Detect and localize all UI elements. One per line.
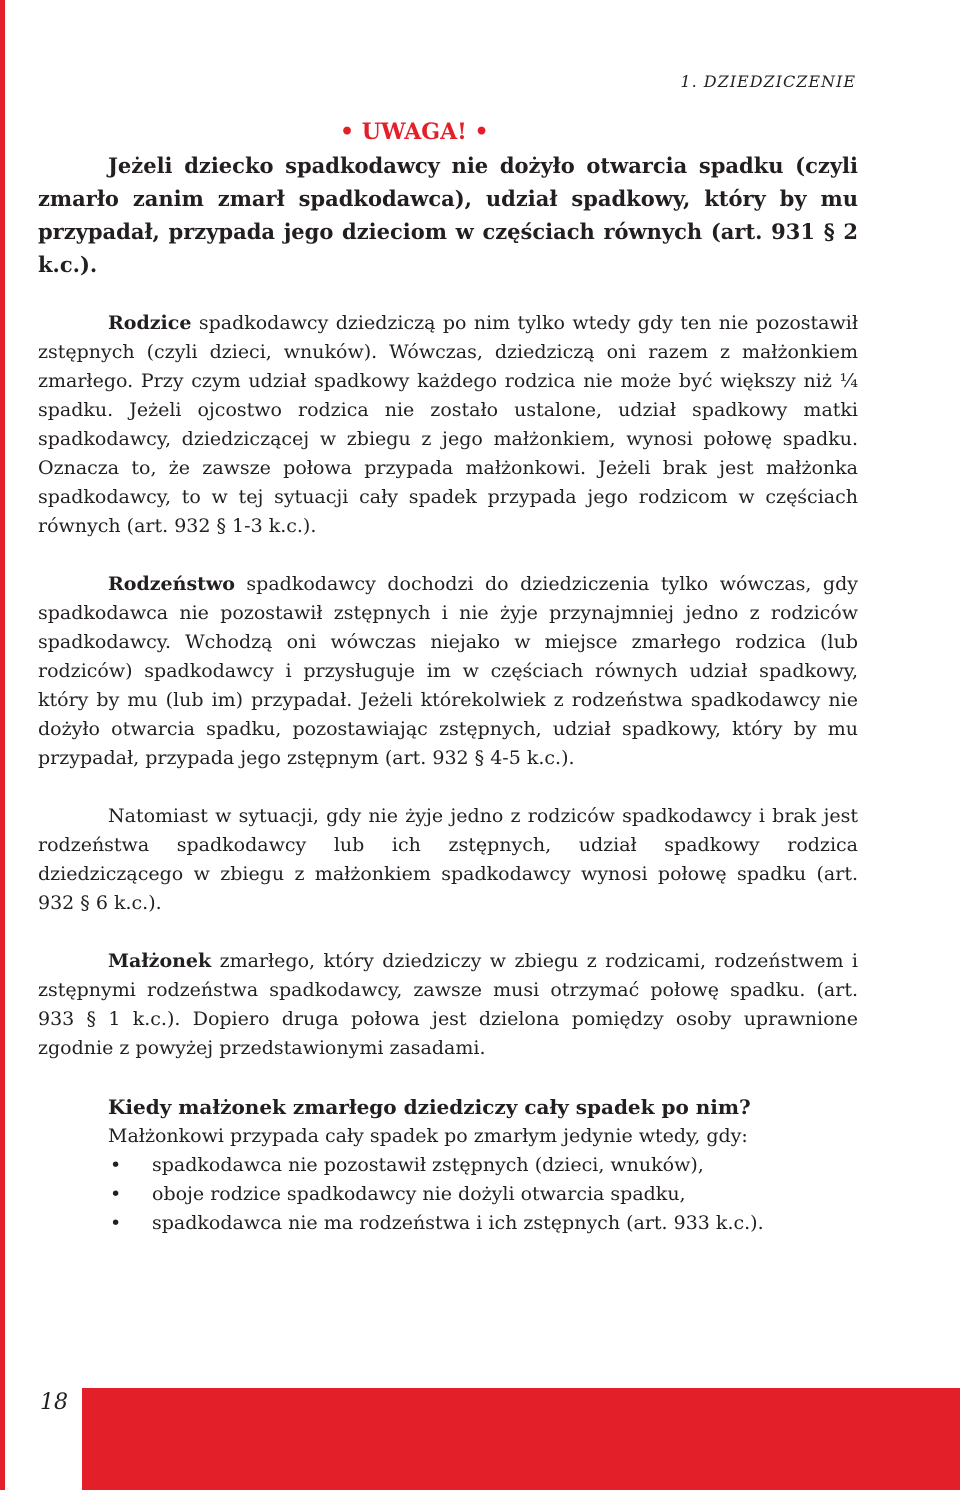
paragraph-parents (38, 309, 858, 541)
warning-bullet-left: • (340, 119, 355, 145)
paragraph-siblings (38, 570, 858, 773)
paragraph-lead: Małżonek (108, 950, 212, 972)
paragraph-text: spadkodawcy dochodzi do dziedziczenia tylko wówczas, gdy spadkodawca nie pozostawił zstępnych i nie żyje przynajmniej jedno z rodziców spadkodawcy. Wchodzą oni wówczas niejako w miejsce zmarłego rodzica (lub rodziców) spadkodawcy i przysługuje im w częściach równych udział spadkowy, który by mu (lub im) przypadał. Jeżeli którekolwiek z rodzeństwa spadkodawcy nie dożyło otwarcia spadku, pozostawiając zstępnych, udział spadkowy, który by mu przypadał, przypada jego zstępnym (art. 932 § 4-5 k.c.). (38, 573, 858, 769)
list-bullet: • (110, 1212, 122, 1234)
list-item: • spadkodawca nie pozostawił zstępnych (dzieci, wnuków), (38, 1151, 858, 1180)
paragraph-text: spadkodawcy dziedziczą po nim tylko wtedy gdy ten nie pozostawił zstępnych (czyli dzieci, wnuków). Wówczas, dziedziczą oni razem z małżonkiem zmarłego. Przy czym udział spadkowy każdego rodzica nie może być większy niż ¼ spadku. Jeżeli ojcostwo rodzica nie zostało ustalone, udział spadkowy matki spadkodawcy, dziedziczącej w zbiegu z jego małżonkiem, wynosi połowę spadku. Oznacza to, że zawsze połowa przypada małżonkowi. Jeżeli brak jest małżonka spadkodawcy, to w tej sytuacji cały spadek przypada jego rodzicom w częściach równych (art. 932 § 1-3 k.c.). (38, 312, 858, 537)
question-intro: Małżonkowi przypada cały spadek po zmarłym jedynie wtedy, gdy: (108, 1125, 748, 1147)
list-item: • oboje rodzice spadkodawcy nie dożyli otwarcia spadku, (38, 1180, 858, 1209)
paragraph-one-parent (38, 802, 858, 918)
page-number: 18 (40, 1390, 68, 1415)
paragraph-lead: Rodzice (108, 312, 192, 334)
warning-heading (38, 116, 858, 149)
running-head: 1. DZIEDZICZENIE (680, 72, 856, 91)
list-bullet: • (110, 1183, 122, 1205)
question-heading: Kiedy małżonek zmarłego dziedziczy cały spadek po nim? (108, 1095, 751, 1119)
paragraph-spouse (38, 947, 858, 1063)
paragraph-text: zmarłego, który dziedziczy w zbiegu z rodzicami, rodzeństwem i zstępnymi rodzeństwa spadkodawcy, zawsze musi otrzymać połowę spadku. (art. 933 § 1 k.c.). Dopiero druga połowa jest dzielona pomiędzy osoby uprawnione zgodnie z powyżej przedstawionymi zasadami. (38, 950, 858, 1059)
warning-label: UWAGA! (361, 119, 467, 145)
footer-red-bar (82, 1388, 960, 1490)
warning-text-content: Jeżeli dziecko spadkodawcy nie dożyło otwarcia spadku (czyli zmarło zanim zmarł spadkodawca), udział spadkowy, który by mu przypadał, przypada jego dzieciom w częściach równych (art. 931 § 2 k.c.). (38, 153, 858, 277)
paragraph-text: Natomiast w sytuacji, gdy nie żyje jedno z rodziców spadkodawcy i brak jest rodzeństwa spadkodawcy lub ich zstępnych, udział spadkowy rodzica dziedziczącego w zbiegu z małżonkiem spadkodawcy wynosi połowę spadku (art. 932 § 6 k.c.). (38, 805, 858, 914)
condition-list (38, 1151, 858, 1238)
page-content (38, 116, 858, 1238)
left-red-rule (0, 0, 5, 1490)
list-item: • spadkodawca nie ma rodzeństwa i ich zstępnych (art. 933 k.c.). (38, 1209, 858, 1238)
warning-bullet-right: • (474, 119, 489, 145)
paragraph-lead: Rodzeństwo (108, 573, 235, 595)
list-bullet: • (110, 1154, 122, 1176)
warning-text (38, 149, 858, 281)
